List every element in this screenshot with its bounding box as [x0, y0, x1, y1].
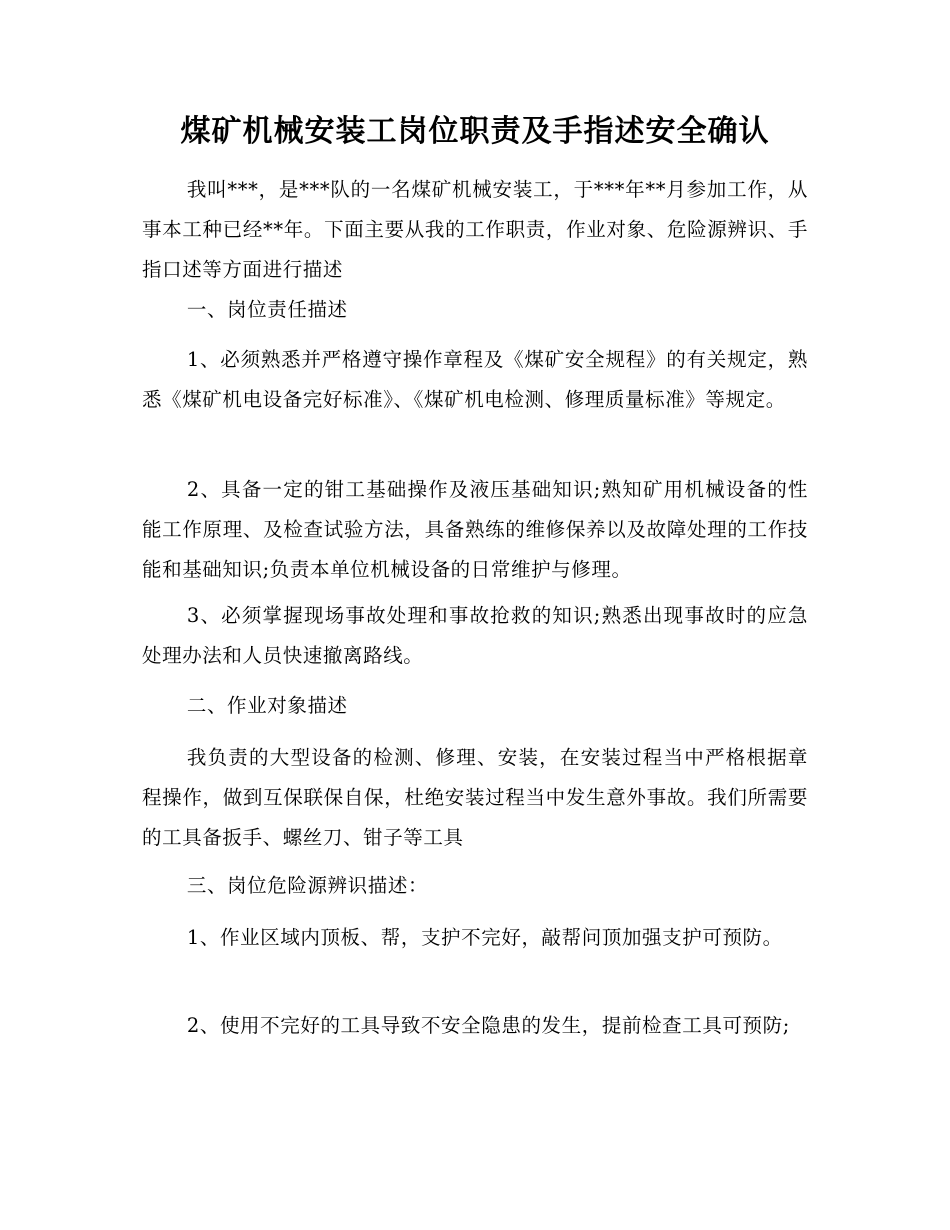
paragraph-intro: 我叫***，是***队的一名煤矿机械安装工，于***年**月参加工作，从事本工种已经**年。下面主要从我的工作职责，作业对象、危险源辨识、手指口述等方面进行描述	[142, 178, 808, 281]
paragraph-hazard-1: 1、作业区域内顶板、帮，支护不完好，敲帮问顶加强支护可预防。	[186, 926, 783, 949]
paragraph-duty-1: 1、必须熟悉并严格遵守操作章程及《煤矿安全规程》的有关规定，熟悉《煤矿机电设备完好标准》、《煤矿机电检测、修理质量标准》等规定。	[142, 348, 808, 411]
document-title: 煤矿机械安装工岗位职责及手指述安全确认	[180, 114, 770, 149]
paragraph-work-object: 我负责的大型设备的检测、修理、安装，在安装过程当中严格根据章程操作，做到互保联保自保，杜绝安装过程当中发生意外事故。我们所需要的工具备扳手、螺丝刀、钳子等工具	[142, 746, 808, 849]
heading-section-1: 一、岗位责任描述	[186, 298, 348, 321]
heading-section-2: 二、作业对象描述	[186, 694, 348, 717]
paragraph-duty-2: 2、具备一定的钳工基础操作及液压基础知识;熟知矿用机械设备的性能工作原理、及检查试验方法，具备熟练的维修保养以及故障处理的工作技能和基础知识;负责本单位机械设备的日常维护与修理。	[142, 478, 808, 581]
heading-section-3: 三、岗位危险源辨识描述：	[186, 874, 429, 897]
paragraph-duty-3: 3、必须掌握现场事故处理和事故抢救的知识;熟悉出现事故时的应急处理办法和人员快速撤离路线。	[142, 604, 808, 667]
paragraph-hazard-2: 2、使用不完好的工具导致不安全隐患的发生，提前检查工具可预防;	[186, 1014, 790, 1037]
